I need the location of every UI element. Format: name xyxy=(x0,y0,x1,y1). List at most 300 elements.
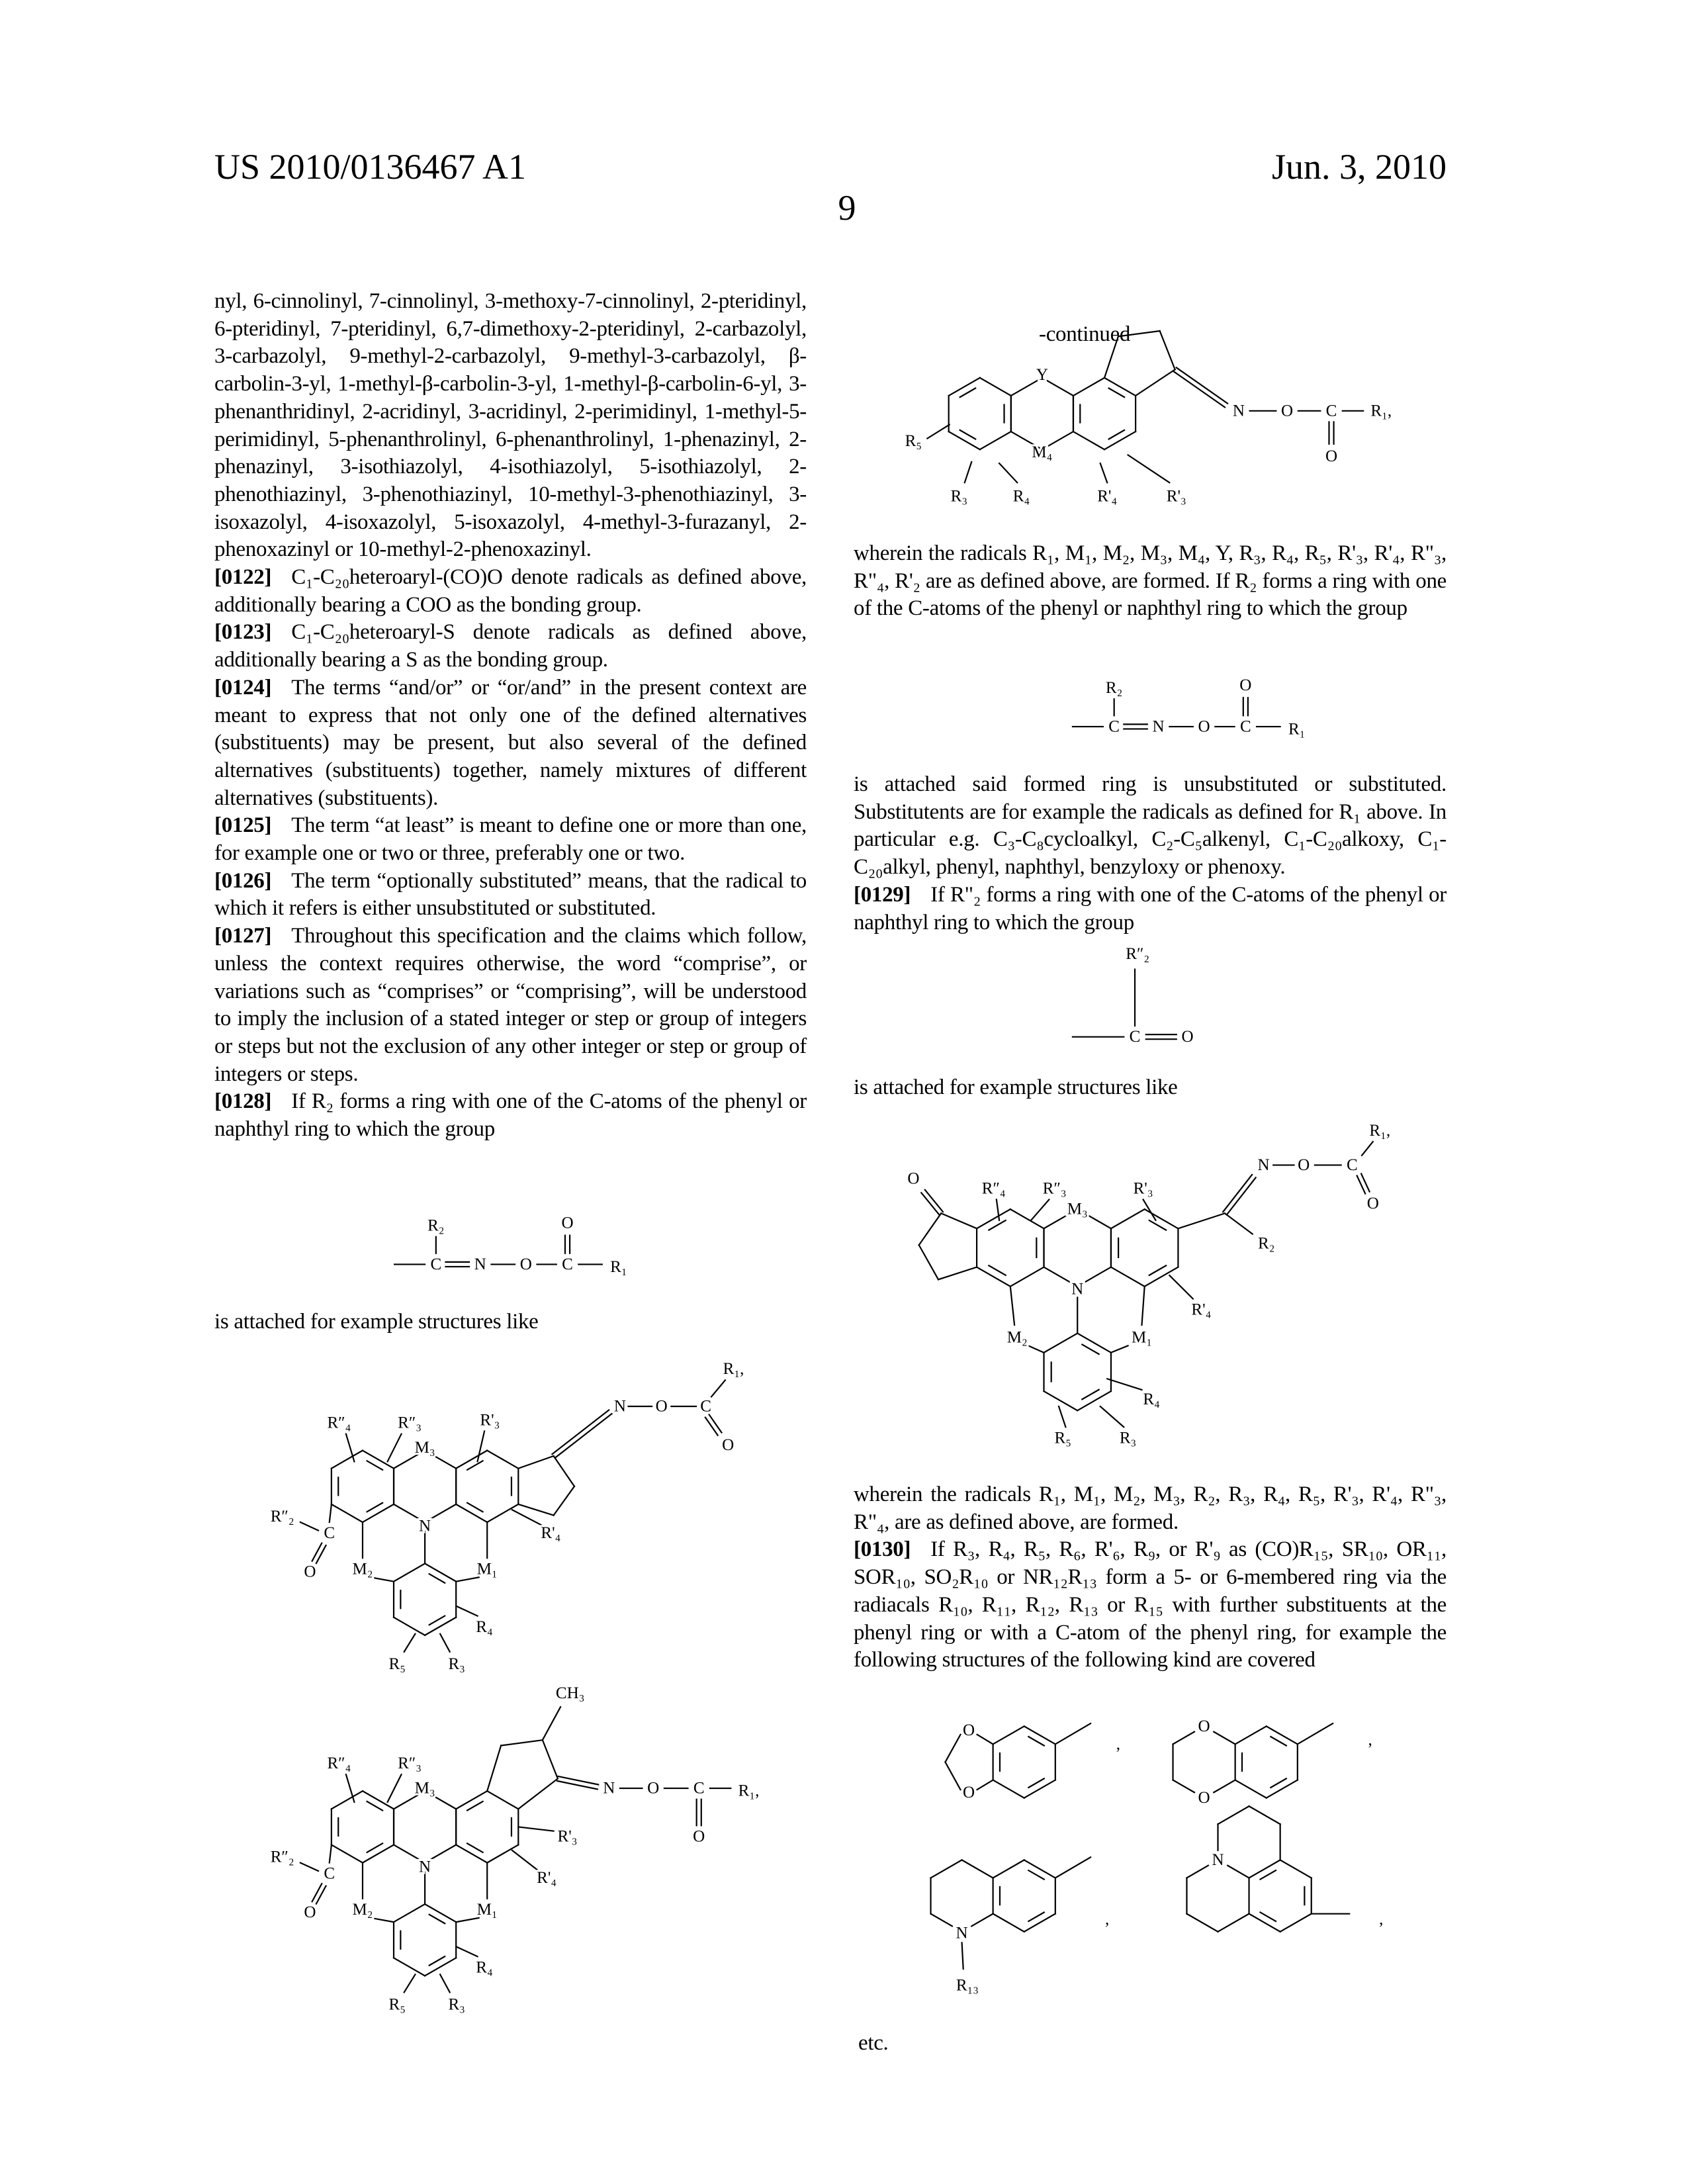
bond xyxy=(367,1461,383,1470)
bond xyxy=(371,1577,394,1581)
bond xyxy=(977,1780,993,1790)
bond xyxy=(456,1845,487,1863)
bond xyxy=(971,1914,993,1927)
bond xyxy=(993,1914,1024,1932)
atom-label: N xyxy=(603,1780,615,1797)
atom-label: R₁, xyxy=(1369,1122,1390,1140)
paragraph-text: The term “at least” is meant to define one or more than one, for example one or two or three, preferably one or two. xyxy=(214,813,807,865)
paragraph-number: [0127] xyxy=(214,924,271,948)
atom-label: R'₄ xyxy=(1191,1301,1211,1319)
bond xyxy=(977,1735,993,1745)
bond xyxy=(487,1845,518,1863)
bond xyxy=(440,1634,450,1652)
bond xyxy=(543,1740,558,1778)
bond xyxy=(1267,1726,1298,1744)
oxime-ester-group-formula xyxy=(394,1214,627,1276)
bond xyxy=(487,1451,518,1469)
bond xyxy=(960,430,976,439)
atom-label: R'₃ xyxy=(558,1828,578,1846)
paragraph-number: [0130] xyxy=(854,1537,911,1561)
atom-label: R₂ xyxy=(1258,1235,1274,1253)
bond xyxy=(1225,1213,1253,1234)
bond xyxy=(557,1781,598,1790)
atom-label: O xyxy=(304,1563,316,1581)
bond xyxy=(1055,1723,1091,1744)
atom-label: R₃ xyxy=(448,1996,465,2014)
atom-label: C xyxy=(562,1255,573,1273)
bond xyxy=(371,1918,394,1922)
atom-label: R″₃ xyxy=(398,1414,422,1432)
atom-label: R₁ xyxy=(1288,721,1305,739)
atom-label: R'₃ xyxy=(1134,1179,1153,1197)
bond xyxy=(1104,432,1136,449)
bond xyxy=(1024,1726,1055,1744)
atom-label: C xyxy=(1240,717,1251,735)
wherein-paragraph-1: wherein the radicals R₁, M₁, M₂, M₃, M₄, Y, R₃, R₄, R₅, R'₃, R'₄, R"₃, R"₄, R'₂ are as defined above, are formed. If R₂ forms a ring with one of the C-atoms of the phenyl or naphthyl ring to which the group xyxy=(854,540,1447,623)
atom-label: C xyxy=(1130,1028,1141,1046)
bond xyxy=(1298,1723,1333,1744)
bond xyxy=(1044,1334,1078,1353)
bond xyxy=(1028,1913,1044,1922)
bond xyxy=(555,1414,612,1458)
bond xyxy=(300,1863,318,1872)
julolidine-structure xyxy=(1186,1806,1383,1932)
bond xyxy=(487,1791,518,1809)
bond xyxy=(1010,1287,1014,1325)
atom-label: C xyxy=(700,1398,711,1416)
bond xyxy=(1280,1914,1312,1932)
bond xyxy=(332,1791,363,1809)
bond xyxy=(425,1958,456,1976)
atom-label: , xyxy=(1105,1911,1109,1929)
bond xyxy=(394,1904,425,1922)
paragraph-text: The terms “and/or” or “or/and” in the present context are meant to express that not only one of the defined alternatives (substituents) may be present, but also several of the defined alternatives (substituents) together, namely mixtures of different alternatives (substituents). xyxy=(214,676,807,810)
bond xyxy=(1077,1334,1111,1353)
atom-label: R'₄ xyxy=(1097,488,1117,506)
paragraph-continuation: nyl, 6-cinnolinyl, 7-cinnolinyl, 3-methoxy-7-cinnolinyl, 2-pteridinyl, 6-pteridinyl, 7-pteridinyl, 6,7-dimethoxy-2-pteridinyl, 2-carbazolyl, 3-carbazolyl, 9-methyl-2-carbazolyl, 9-methyl-3-carbazolyl, β-carbolin-3-yl, 1-methyl-β-carbolin-3-yl, 1-methyl-β-carbolin-6-yl, 3-phenanthridinyl, 2-acridinyl, 3-acridinyl, 2-perimidinyl, 1-methyl-5-perimidinyl, 5-phenanthrolinyl, 6-phenanthrolinyl, 1-phenazinyl, 2-phenazinyl, 3-isothiazolyl, 4-isothiazolyl, 5-isothiazolyl, 2-phenothiazinyl, 3-phenothiazinyl, 10-methyl-3-phenothiazinyl, 3-isoxazolyl, 4-isoxazolyl, 5-isoxazolyl, 4-methyl-3-furazanyl, 2-phenoxazinyl or 10-methyl-2-phenoxazinyl. xyxy=(214,288,807,564)
oxime-ester-group-formula xyxy=(1073,676,1306,739)
bond xyxy=(1059,1406,1065,1427)
bond xyxy=(1218,1914,1249,1932)
atom-label: C xyxy=(1108,717,1120,735)
bond xyxy=(709,1415,722,1433)
bond xyxy=(1118,331,1160,336)
bond xyxy=(1111,1345,1128,1352)
atom-label: R₅ xyxy=(905,432,922,450)
atom-label: M₃ xyxy=(1067,1201,1088,1218)
bond xyxy=(711,1380,725,1396)
bond xyxy=(467,1843,483,1852)
bond xyxy=(558,1776,599,1785)
atom-label: R₃ xyxy=(1120,1429,1136,1447)
bond xyxy=(1223,1175,1252,1212)
atom-label: O xyxy=(1281,402,1293,420)
bond xyxy=(1173,1780,1194,1793)
bond xyxy=(1100,1406,1124,1427)
bond xyxy=(1235,1780,1267,1798)
bond xyxy=(332,1504,363,1522)
continued-label: -continued xyxy=(1039,321,1237,349)
atom-label: O xyxy=(1198,1717,1210,1735)
atom-label: O xyxy=(561,1214,573,1232)
benzodioxole-structure xyxy=(945,1721,1120,1801)
bond xyxy=(1028,1345,1044,1352)
atom-label: R″₂ xyxy=(1126,945,1149,963)
atom-label: C xyxy=(693,1780,705,1797)
bond xyxy=(1177,367,1227,403)
bond xyxy=(425,1564,456,1582)
bond xyxy=(1028,1778,1044,1788)
bond xyxy=(1104,336,1118,377)
bond xyxy=(938,1267,977,1280)
bond xyxy=(1073,378,1104,396)
bond xyxy=(1249,1860,1280,1878)
bond xyxy=(960,388,976,398)
bond xyxy=(1214,1780,1235,1793)
bond xyxy=(478,1432,484,1462)
example-structure-1 xyxy=(271,1360,744,1673)
atom-label: O xyxy=(1198,1789,1210,1807)
atom-label: R'₄ xyxy=(537,1869,557,1887)
bond xyxy=(1169,1275,1193,1298)
bond xyxy=(367,1801,383,1811)
bond xyxy=(456,1504,487,1522)
atom-label: R₃ xyxy=(951,488,967,506)
page-number: 9 xyxy=(0,188,1694,228)
bond xyxy=(1267,1780,1298,1798)
bond xyxy=(1107,1379,1141,1390)
atom-label: N xyxy=(1233,402,1245,420)
bond xyxy=(425,1904,456,1922)
bond xyxy=(425,1617,456,1635)
atom-label: O xyxy=(647,1780,659,1797)
atom-label: R₂ xyxy=(1106,679,1122,697)
bond xyxy=(931,1914,952,1927)
example-structure-3 xyxy=(907,1122,1390,1447)
atom-label: R₂ xyxy=(427,1217,444,1235)
example-structure-2 xyxy=(271,1684,760,2014)
bond xyxy=(1111,1267,1145,1287)
atom-label: C xyxy=(1326,402,1337,420)
bond xyxy=(919,1213,941,1245)
atom-label: C xyxy=(324,1524,335,1542)
atom-label: R₄ xyxy=(476,1958,492,1976)
bond xyxy=(1104,378,1136,396)
atom-label: C xyxy=(324,1865,335,1883)
bond xyxy=(705,1418,718,1435)
bond xyxy=(1145,1267,1179,1287)
bond xyxy=(1044,1391,1078,1410)
atom-label: R₅ xyxy=(1055,1429,1071,1447)
atom-label: N xyxy=(614,1398,626,1416)
paragraph-text: If R₂ forms a ring with one of the C-atoms of the phenyl or naphthyl ring to which the group xyxy=(214,1089,807,1141)
bond xyxy=(1186,1914,1218,1932)
bond xyxy=(1149,1220,1166,1230)
wherein-paragraph-2: wherein the radicals R₁, M₁, M₂, M₃, R₂, R₃, R₄, R₅, R'₃, R'₄, R"₃, R"₄, are as defined above, are formed. xyxy=(854,1481,1447,1536)
bond xyxy=(518,1456,553,1469)
atom-label: O xyxy=(656,1398,668,1416)
bond xyxy=(1055,1857,1091,1878)
atom-label: O xyxy=(1325,447,1337,465)
bond xyxy=(993,1780,1024,1798)
atom-label: N xyxy=(474,1255,486,1273)
atom-label: Y xyxy=(1036,366,1048,384)
bond xyxy=(977,1267,1010,1287)
bond xyxy=(980,378,1011,396)
bond xyxy=(456,1451,487,1469)
bond xyxy=(1082,1345,1098,1355)
paragraph-number: [0129] xyxy=(854,883,911,907)
bond xyxy=(512,1850,537,1870)
atom-label: O xyxy=(907,1170,919,1188)
bond xyxy=(394,1958,425,1976)
bond xyxy=(980,432,1011,449)
bond xyxy=(429,1956,445,1966)
atom-label: O xyxy=(304,1903,316,1921)
bond xyxy=(1362,1142,1373,1156)
atom-label: M₁ xyxy=(1132,1328,1152,1346)
bond xyxy=(1214,1732,1235,1745)
bond xyxy=(1028,1737,1044,1746)
bond xyxy=(367,1503,383,1512)
publication-number: US 2010/0136467 A1 xyxy=(214,147,526,187)
atom-label: O xyxy=(1239,676,1251,694)
atom-label: C xyxy=(430,1255,441,1273)
bond xyxy=(456,1918,479,1922)
atom-label: R₄ xyxy=(1143,1390,1159,1408)
bond xyxy=(1024,1780,1055,1798)
bond xyxy=(945,1762,960,1790)
atom-label: CH₃ xyxy=(556,1684,585,1702)
bond xyxy=(316,1886,326,1904)
bond xyxy=(312,1884,322,1901)
paragraph-text: C₁-C₂₀heteroaryl-S denote radicals as defined above, additionally bearing a S as the bonding group. xyxy=(214,620,807,672)
bond xyxy=(404,1634,416,1652)
bond xyxy=(1077,1391,1111,1410)
bond xyxy=(552,1410,609,1455)
atom-label: , xyxy=(1368,1731,1372,1749)
atom-label: O xyxy=(963,1721,975,1739)
paragraph-text: If R"₂ forms a ring with one of the C-atoms of the phenyl or naphthyl ring to which the group xyxy=(854,883,1447,934)
atom-label: R₁ xyxy=(610,1258,627,1276)
paragraph-number: [0122] xyxy=(214,565,271,589)
atom-label: R₅ xyxy=(389,1996,406,2014)
atom-label: O xyxy=(1367,1195,1379,1212)
bond xyxy=(404,1974,416,1992)
bond xyxy=(330,1504,332,1522)
bond xyxy=(1136,369,1175,396)
paragraph-number: [0125] xyxy=(214,813,271,837)
bond xyxy=(440,1974,450,1992)
bond xyxy=(1109,430,1125,439)
bond xyxy=(1173,1732,1194,1745)
atom-label: M₂ xyxy=(352,1901,373,1919)
bond xyxy=(457,1947,477,1957)
left-after-group-text: is attached for example structures like xyxy=(214,1308,807,1336)
bond xyxy=(1073,432,1104,449)
bond xyxy=(388,1774,402,1802)
atom-label: R₅ xyxy=(389,1655,406,1673)
bond xyxy=(962,1942,963,1969)
tetrahydroquinoline-structure xyxy=(931,1857,1110,1994)
bond xyxy=(1160,331,1175,369)
bond xyxy=(456,1577,479,1581)
bond xyxy=(467,1461,483,1470)
paragraph-text: The term “optionally substituted” means, that the radical to which it refers is either unsubstituted or substituted. xyxy=(214,869,807,921)
bond xyxy=(554,1456,574,1486)
bond xyxy=(456,1791,487,1809)
atom-label: O xyxy=(963,1784,975,1801)
bond xyxy=(1280,1860,1312,1878)
bond xyxy=(300,1522,318,1531)
atom-label: N xyxy=(419,1518,431,1535)
bond xyxy=(363,1845,394,1863)
atom-label: O xyxy=(1198,717,1210,735)
atom-label: M₃ xyxy=(415,1780,435,1797)
bond xyxy=(941,1213,977,1228)
paragraph-number: [0126] xyxy=(214,869,271,893)
bond xyxy=(554,1486,574,1516)
atom-label: O xyxy=(722,1436,734,1454)
atom-label: R₁₃ xyxy=(956,1977,979,1995)
bond xyxy=(1141,1287,1144,1325)
bond xyxy=(1235,1726,1267,1744)
bond xyxy=(1128,455,1170,483)
bond xyxy=(394,1564,425,1582)
atom-label: R₁, xyxy=(723,1360,744,1378)
atom-label: M₁ xyxy=(477,1560,498,1578)
bond xyxy=(487,1746,501,1792)
atom-label: M₄ xyxy=(1032,443,1052,461)
bond xyxy=(429,1574,445,1583)
paragraph-number: [0123] xyxy=(214,620,271,644)
bond xyxy=(1218,1806,1249,1824)
atom-label: C xyxy=(1347,1156,1358,1174)
atom-label: R'₄ xyxy=(541,1524,560,1542)
atom-label: M₂ xyxy=(1007,1328,1028,1346)
atom-label: R″₂ xyxy=(271,1848,294,1866)
atom-label: , xyxy=(1379,1911,1383,1929)
atom-label: R₄ xyxy=(1013,488,1030,506)
benzodioxane-structure xyxy=(1173,1717,1372,1807)
atom-label: R″₂ xyxy=(271,1508,294,1525)
bond xyxy=(518,1504,553,1516)
bond xyxy=(1010,1267,1044,1287)
bond xyxy=(518,1827,553,1831)
bond xyxy=(429,1915,445,1924)
atom-label: R₄ xyxy=(476,1618,492,1636)
bond xyxy=(919,1245,938,1279)
bond xyxy=(1100,463,1107,482)
bond xyxy=(363,1504,394,1522)
atom-label: N xyxy=(1257,1156,1269,1174)
bond xyxy=(1227,1177,1256,1214)
atom-label: N xyxy=(419,1858,431,1876)
bond xyxy=(518,1779,558,1809)
atom-label: R'₃ xyxy=(1167,488,1186,506)
bond xyxy=(945,1735,960,1762)
atom-label: R₃ xyxy=(448,1655,465,1673)
atom-label: O xyxy=(1298,1156,1310,1174)
bond xyxy=(1227,1866,1249,1878)
bond xyxy=(1249,1914,1280,1932)
bond xyxy=(332,1845,363,1863)
bond xyxy=(394,1617,425,1635)
atom-label: R″₄ xyxy=(982,1179,1006,1197)
atom-label: O xyxy=(520,1255,532,1273)
bond xyxy=(429,1616,445,1625)
bond xyxy=(931,1860,962,1878)
bond xyxy=(949,378,980,396)
bond xyxy=(977,1209,1010,1228)
atom-label: M₂ xyxy=(352,1560,373,1578)
atom-label: M₁ xyxy=(477,1901,498,1919)
paragraph-text: If R₃, R₄, R₅, R₆, R'₆, R₉, or R'₉ as (CO)R₁₅, SR₁₀, OR₁₁, SOR₁₀, SO₂R₁₀ or NR₁₂R₁₃ form a 5- or 6-membered ring via the radiacals R₁₀, R₁₁, R₁₂, R₁₃ or R₁₅ with further substituents at the phenyl ring or with a C-atom of the phenyl ring, for example the following structures of the following kind are covered xyxy=(854,1537,1447,1672)
attached-said-paragraph: is attached said formed ring is unsubstituted or substituted. Substitutents are for example the radicals as defined for R₁ above. In particular e.g. C₃-C₈cycloalkyl, C₂-C₅alkenyl, C₁-C₂₀alkoxy, C₁-C₂₀alkyl, phenyl, naphthyl, benzyloxy or phenoxy. xyxy=(854,771,1447,882)
bond xyxy=(487,1504,518,1522)
atom-label: R″₄ xyxy=(327,1414,351,1432)
attached-example-text: is attached for example structures like xyxy=(854,1074,1447,1102)
publication-date: Jun. 3, 2010 xyxy=(1272,147,1447,187)
bond xyxy=(316,1545,326,1563)
bond xyxy=(999,463,1017,482)
bond xyxy=(1109,388,1125,398)
bond xyxy=(512,1510,541,1525)
bond xyxy=(1186,1866,1208,1878)
bond xyxy=(388,1434,402,1462)
atom-label: O xyxy=(693,1828,705,1846)
bond xyxy=(1149,1265,1166,1275)
bond xyxy=(1270,1778,1286,1788)
atom-label: R'₃ xyxy=(480,1411,500,1429)
bond xyxy=(467,1801,483,1811)
etc-text: etc. xyxy=(858,2030,991,2058)
bond xyxy=(312,1543,322,1561)
bond xyxy=(1270,1737,1286,1746)
atom-label: N xyxy=(1071,1280,1083,1298)
bond xyxy=(949,432,980,449)
atom-label: R₁, xyxy=(1370,402,1392,420)
bond xyxy=(330,1845,332,1863)
bond xyxy=(367,1843,383,1852)
bond xyxy=(543,1707,560,1740)
atom-label: R″₄ xyxy=(327,1754,351,1772)
paragraph-text: Throughout this specification and the claims which follow, unless the context requires otherwise, the word “comprise”, or variations such as “comprises” or “comprising”, will be understood to imply the inclusion of a stated integer or step or group of integers or steps but not the exclusion of any other integer or step or group of integers or steps. xyxy=(214,924,807,1086)
atom-label: N xyxy=(1212,1851,1224,1869)
bond xyxy=(993,1726,1024,1744)
continued-structure xyxy=(905,331,1392,505)
paragraph-number: [0124] xyxy=(214,676,271,700)
atom-label: , xyxy=(1116,1735,1120,1753)
bond xyxy=(989,1220,1005,1230)
bond xyxy=(1261,1913,1276,1922)
bond xyxy=(962,1860,993,1878)
bond xyxy=(457,1606,477,1616)
bond xyxy=(1031,1200,1049,1220)
bond xyxy=(1174,371,1225,407)
bond xyxy=(1178,1213,1225,1228)
bond xyxy=(1145,1209,1179,1228)
bond xyxy=(993,1860,1024,1878)
chemical-structures xyxy=(0,0,1694,2184)
bond xyxy=(1028,1870,1044,1880)
bond xyxy=(1082,1390,1098,1400)
bond xyxy=(1249,1806,1280,1824)
bond xyxy=(501,1740,543,1745)
paragraph-number: [0128] xyxy=(214,1089,271,1113)
bond xyxy=(467,1503,483,1512)
atom-label: M₃ xyxy=(415,1439,435,1457)
